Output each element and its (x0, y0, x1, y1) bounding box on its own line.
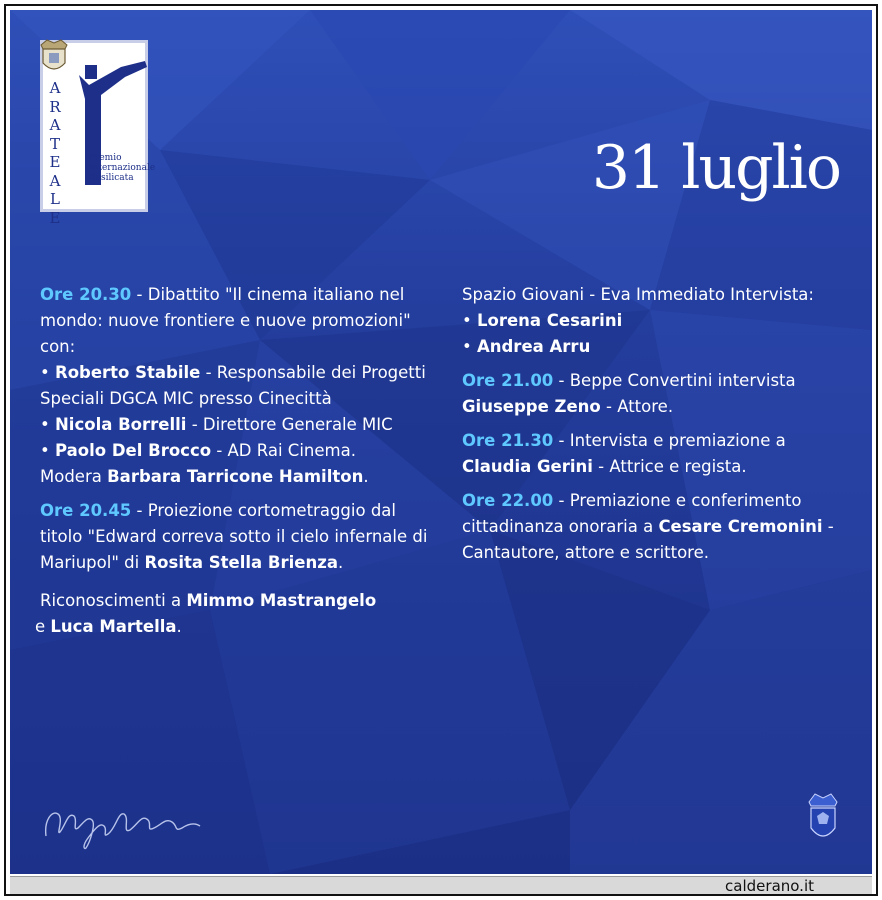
event-time: Ore 22.00 (462, 491, 554, 510)
arateale-logo (40, 40, 156, 227)
event-text: - Dibattito "Il cinema italiano nel mondo: nuove frontiere e nuove promozioni" con: (40, 285, 411, 356)
event-2200: Ore 22.00 - Premiazione e conferimento cittadinanza onoraria a Cesare Cremonini - Cantautore, attore e scrittore. (462, 491, 834, 562)
guest-name: Nicola Borrelli (54, 415, 187, 434)
event-time: Ore 21.30 (462, 431, 554, 450)
guest-name: Paolo Del Brocco (54, 441, 212, 460)
spazio-giovani: Spazio Giovani - Eva Immediato Intervista: • Lorena Cesarini • Andrea Arru (462, 282, 862, 360)
guest-line: • Andrea Arru (462, 337, 591, 356)
guest-line (40, 438, 430, 464)
person-name: Luca Martella (50, 617, 177, 636)
guest-line (40, 412, 430, 438)
footer-bar (10, 876, 872, 894)
program-left-column (35, 282, 430, 648)
event-time: Ore 20.30 (40, 285, 132, 304)
guest-line: • Lorena Cesarini (462, 311, 623, 330)
crest-icon (803, 790, 843, 846)
poster (10, 10, 872, 874)
event-2130: Ore 21.30 - Intervista e premiazione a Claudia Gerini - Attrice e regista. (462, 431, 786, 476)
guest-name: Roberto Stabile (54, 363, 201, 382)
person-name: Claudia Gerini (462, 457, 593, 476)
bullet: • (40, 441, 55, 460)
event-time: Ore 20.45 (40, 501, 132, 520)
logo-caption: Premio Internazionale Basilicata (89, 153, 156, 183)
event-time: Ore 21.00 (462, 371, 554, 390)
event-2045: Ore 20.45 - Proiezione cortometraggio dal titolo "Edward correva sotto il cielo infernale di Mariupol" di Rosita Stella Brienza. (40, 501, 428, 572)
event-2030 (40, 282, 430, 490)
moderator-name: Barbara Tarricone Hamilton (107, 467, 364, 486)
person-name: Mimmo Mastrangelo (186, 591, 377, 610)
moderator-line: Modera Barbara Tarricone Hamilton. (40, 467, 369, 486)
person-name: Giuseppe Zeno (462, 397, 601, 416)
bullet: • (40, 415, 55, 434)
bullet: • (40, 363, 55, 382)
date-title: 31 luglio (591, 133, 840, 203)
person-name: Rosita Stella Brienza (144, 553, 338, 572)
person-name: Cesare Cremonini (658, 517, 823, 536)
guest-role: - Responsabile dei Progetti Speciali DGCA MIC presso Cinecittà (40, 363, 426, 408)
guest-name: Andrea Arru (476, 337, 591, 356)
program-right-column (462, 282, 862, 574)
signature-icon (38, 792, 208, 852)
site-credit: calderano.it (725, 877, 814, 895)
guest-name: Lorena Cesarini (476, 311, 623, 330)
guest-role: - Direttore Generale MIC (186, 415, 393, 434)
event-2100: Ore 21.00 - Beppe Convertini intervista Giuseppe Zeno - Attore. (462, 371, 796, 416)
event-text: - Proiezione cortometraggio dal titolo "Edward correva sotto il cielo infernale di Mariupol" di (40, 501, 428, 572)
recognitions: Riconoscimenti a Mimmo Mastrangelo e Luca Martella. (35, 591, 377, 636)
logo-letters: A R A T E A L E (49, 79, 61, 227)
guest-line (40, 360, 430, 412)
guest-role: - AD Rai Cinema. (211, 441, 356, 460)
